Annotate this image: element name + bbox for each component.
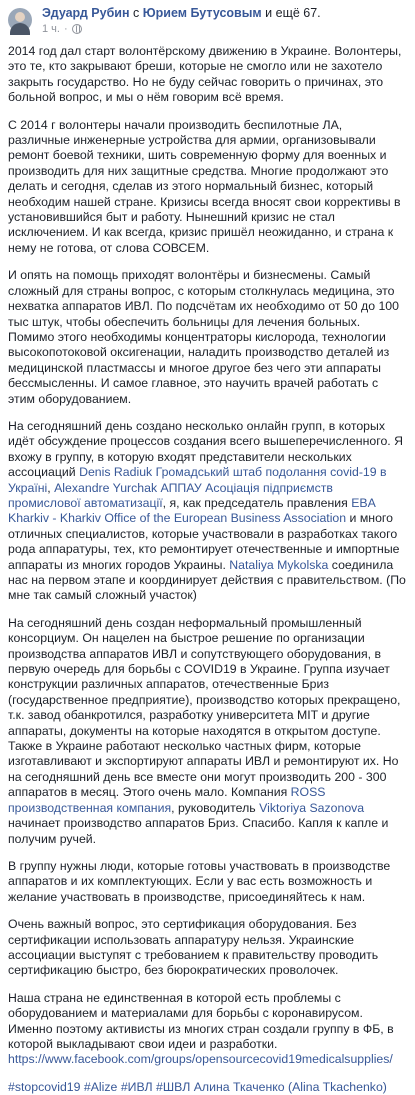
p4-text-7: соединила нас на первом этапе и координирует действия с правительством. (По мне так самый сложный участок) (8, 557, 406, 603)
tagged-person-link[interactable]: Юрием Бутусовым (142, 6, 262, 20)
mention-eba-kharkiv[interactable]: EBA Kharkiv - Kharkiv Office of the European Business Association (8, 495, 376, 526)
group-url-link[interactable]: https://www.facebook.com/groups/opensourcecovid19medicalsupplies/ (8, 1052, 393, 1067)
post-timestamp[interactable]: 1 ч. (42, 23, 60, 35)
post-header-text (42, 6, 321, 36)
mention-covid-staff-page[interactable]: Громадський штаб подолання covid-19 в Україні (8, 465, 387, 495)
mention-ross-company[interactable]: ROSS производственная компания (8, 785, 326, 815)
p5-text-1: На сегодняшний день создан неформальный промышленный консорциум. Он нацелен на быстрое решение по организации производства аппаратов ИВЛ и сопутствующего оборудования, в первую очередь для борьбы с COVID19 в Украине. Группа изучает конструкции различных аппаратов, отечественные Бриз (государственное предприятие), производство которых прекращено, т.к. завод обанкротился, разработку университета MIT и другие аппараты, документы на которые находятся в открытом доступе. Также в Украине работают несколько частных фирм, которые изготавливают и экспортируют аппараты ИВЛ и ремонтируют их. Но на сегодняшний день все вместе они могут производить 200 - 300 аппаратов в месяц. Этого очень мало. Компания (8, 615, 401, 800)
and-others-link[interactable]: и ещё 67. (265, 6, 321, 20)
mention-alina-tkachenko[interactable]: Алина Ткаченко (Alina Tkachenko) (193, 1079, 387, 1094)
avatar-head (15, 12, 25, 22)
post-body (0, 40, 415, 1095)
paragraph-2: С 2014 г волонтеры начали производить беспилотные ЛА, различные инженерные устройства для армии, организовывали ремонт боевой техники, шить современную форму для военных и производить для них защитные средства. Многие продолжают это делать и сегодня, сделав из этого нормальный бизнес, который необходим нашей стране. Кризисы всегда вносят свои коррективы в установившийся быт и работу. Нынешний кризис не стал исключением. И как всегда, кризис пришёл неожиданно, и страна к нему не готова, от слова СОВСЕМ. (8, 117, 401, 255)
post-meta (42, 22, 321, 36)
post-header (0, 0, 415, 40)
p4-text-5: , я, как председатель правления (162, 495, 352, 510)
hashtag-alize[interactable]: #Alize (83, 1079, 118, 1094)
mention-alexandre-yurchak[interactable]: Alexandre Yurchak (54, 480, 158, 495)
paragraph-3: И опять на помощь приходят волонтёры и бизнесмены. Самый сложный для страны вопрос, с которым столкнулась медицина, это нехватка аппаратов ИВЛ. По подсчётам их необходимо от 50 до 100 тыс штук, чтобы обеспечить больницы для лечения больных. Помимо этого необходимы концентраторы кислорода, технологии высокопотоковой оксигенации, наладить производство деталей из медицинской пластмассы и многое другое без чего эти аппараты бессмысленны. И самое главное, это научить врачей работать с этим оборудованием. (8, 268, 399, 406)
paragraph-1: 2014 год дал старт волонтёрскому движению в Украине. Волонтеры, это те, кто закрывают бреши, которые не смогло или не захотело закрыть государство. Но не буду сейчас говорить о причинах, это больной вопрос, и мы о нём говорим всё время. (8, 44, 402, 105)
hashtag-stopcovid19[interactable]: #stopcovid19 (8, 1079, 81, 1094)
author-name-link[interactable]: Эдуард Рубин (42, 6, 130, 20)
with-text: с (133, 6, 140, 20)
meta-separator: · (63, 23, 68, 35)
mention-viktoriya-sazonova[interactable]: Viktoriya Sazonova (259, 800, 365, 815)
paragraph-6: В группу нужны люди, которые готовы участвовать в производстве аппаратов и их комплектующих. Если у вас есть возможность и желание участвовать в производстве, присоединяйтесь к нам. (8, 858, 391, 904)
paragraph-4 (8, 419, 407, 604)
p4-text-3: , (47, 480, 55, 495)
paragraph-8 (8, 991, 407, 1068)
hashtag-shvl[interactable]: #ШВЛ (156, 1079, 191, 1094)
hashtag-ivl[interactable]: #ИВЛ (120, 1079, 153, 1094)
p5-text-3: начинает производство аппаратов Бриз. Спасибо. Капля к капле и получим ручей. (8, 816, 389, 846)
mention-nataliya-mykolska[interactable]: Nataliya Mykolska (229, 557, 329, 572)
paragraph-5 (8, 616, 407, 847)
mention-appau-page[interactable]: АППАУ Асоціація підприємств промислової автоматизації (8, 480, 333, 510)
globe-icon[interactable] (72, 24, 82, 34)
hashtags-line (8, 1080, 407, 1095)
paragraph-7: Очень важный вопрос, это сертификация оборудования. Без сертификации использовать аппаратуру нельзя. Украинские ассоциации выступят с требованием к правительству проводить сертификацию быстро, без бюрократических проволочек. (8, 917, 379, 978)
post-title-line (42, 6, 321, 20)
author-avatar[interactable] (8, 8, 32, 32)
p5-text-2: , руководитель (171, 800, 260, 815)
avatar-shoulders (10, 23, 30, 35)
p4-text-6: и много отличных специалистов, которые участвовали в разработках такого рода аппаратуры, тех, кто ремонтирует отечественные и импортные аппараты из многих городов Украины. (8, 511, 400, 572)
mention-denis-radiuk[interactable]: Denis Radiuk (79, 465, 153, 480)
p8-text-1: Наша страна не единственная в которой есть проблемы с оборудованием и материалами для борьбы с коронавирусом. Именно поэтому активисты из многих стран создали группу в ФБ, в которой выкладывают свои идеи и разработки. (8, 990, 394, 1051)
p4-text-1: На сегодняшний день создано несколько онлайн групп, в которых идёт обсуждение процессов создания всего вышеперечисленного. Я вхожу в группу, в которую входят представители нескольких ассоциаций (8, 418, 403, 480)
